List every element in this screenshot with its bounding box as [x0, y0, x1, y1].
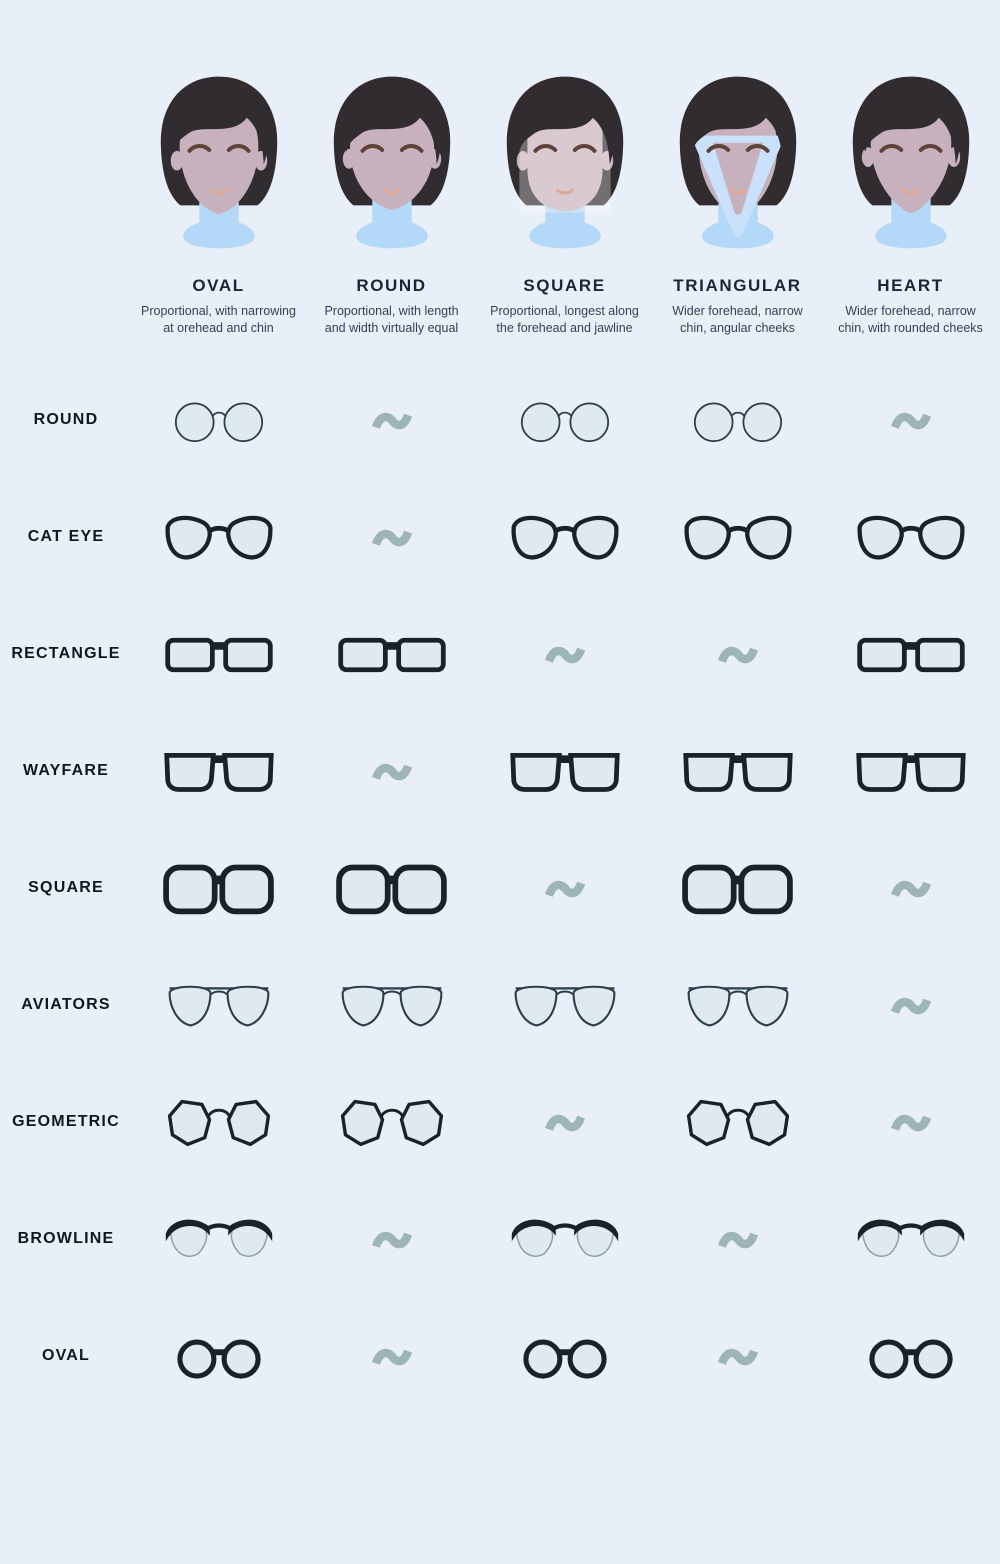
tilde-squiggle-icon: [715, 1341, 761, 1372]
tilde-squiggle-icon: [369, 1224, 415, 1255]
oval-glasses-icon: [514, 1326, 616, 1387]
aviators-glasses-icon: [508, 975, 622, 1036]
frame-style-label-rectangle: RECTANGLE: [11, 645, 121, 662]
matrix-cell-aviators-heart: [824, 947, 997, 1064]
matrix-cell-square-triangular: [651, 830, 824, 947]
face-shape-header-row: [132, 64, 997, 338]
tilde-squiggle-icon: [715, 639, 761, 670]
matrix-cell-geometric-oval: [132, 1064, 305, 1181]
triangular-face-icon: [662, 64, 814, 252]
matrix-cell-geometric-round: [305, 1064, 478, 1181]
tilde-squiggle-icon: [542, 1107, 588, 1138]
matrix-cell-round-oval: [132, 362, 305, 479]
tilde-squiggle-icon: [888, 873, 934, 904]
round-glasses-icon: [684, 390, 792, 451]
aviators-glasses-icon: [681, 975, 795, 1036]
round-glasses-icon: [511, 390, 619, 451]
face-shape-name: SQUARE: [523, 276, 606, 295]
matrix-cell-oval-triangular: [651, 1298, 824, 1415]
matrix-cell-square-heart: [824, 830, 997, 947]
square-face-icon: [489, 64, 641, 252]
cat-eye-glasses-icon: [162, 507, 276, 568]
rectangle-glasses-icon: [162, 624, 276, 685]
matrix-cell-browline-heart: [824, 1181, 997, 1298]
rectangle-glasses-icon: [335, 624, 449, 685]
frame-style-label-cateye: CAT EYE: [27, 528, 105, 545]
matrix-cell-browline-triangular: [651, 1181, 824, 1298]
matrix-cell-wayfare-heart: [824, 713, 997, 830]
face-shape-name: OVAL: [192, 276, 245, 295]
matrix-cell-oval-square: [478, 1298, 651, 1415]
heart-face-icon: [835, 64, 987, 252]
matrix-cell-wayfare-round: [305, 713, 478, 830]
face-shape-description: Proportional, with length and width virtually equal: [324, 304, 459, 336]
face-shape-description: Wider forehead, narrow chin, with rounded cheeks: [838, 304, 983, 336]
matrix-cell-aviators-square: [478, 947, 651, 1064]
matrix-cell-aviators-triangular: [651, 947, 824, 1064]
matrix-cell-oval-heart: [824, 1298, 997, 1415]
browline-glasses-icon: [162, 1209, 276, 1270]
matrix-cell-browline-round: [305, 1181, 478, 1298]
oval-glasses-icon: [168, 1326, 270, 1387]
face-shape-column-round: [305, 64, 478, 338]
matrix-cell-round-heart: [824, 362, 997, 479]
cat-eye-glasses-icon: [508, 507, 622, 568]
face-shape-column-heart: [824, 64, 997, 338]
face-shape-description: Wider forehead, narrow chin, angular cheeks: [672, 304, 803, 336]
face-shape-column-triangular: [651, 64, 824, 338]
face-shape-description: Proportional, longest along the forehead and jawline: [490, 304, 639, 336]
face-shape-name: ROUND: [356, 276, 427, 295]
tilde-squiggle-icon: [369, 756, 415, 787]
frame-style-label-browline: BROWLINE: [17, 1230, 115, 1247]
geometric-glasses-icon: [335, 1092, 449, 1153]
matrix-cell-round-square: [478, 362, 651, 479]
matrix-cell-rectangle-triangular: [651, 596, 824, 713]
matrix-cell-rectangle-round: [305, 596, 478, 713]
matrix-cell-browline-square: [478, 1181, 651, 1298]
tilde-squiggle-icon: [888, 405, 934, 436]
geometric-glasses-icon: [681, 1092, 795, 1153]
tilde-squiggle-icon: [888, 1107, 934, 1138]
cat-eye-glasses-icon: [854, 507, 968, 568]
matrix-cell-wayfare-square: [478, 713, 651, 830]
matrix-cell-cateye-triangular: [651, 479, 824, 596]
oval-face-icon: [143, 64, 295, 252]
matrix-cell-geometric-triangular: [651, 1064, 824, 1181]
tilde-squiggle-icon: [888, 990, 934, 1021]
tilde-squiggle-icon: [715, 1224, 761, 1255]
face-shape-name: TRIANGULAR: [673, 276, 802, 295]
matrix-cell-round-triangular: [651, 362, 824, 479]
aviators-glasses-icon: [335, 975, 449, 1036]
matrix-cell-oval-round: [305, 1298, 478, 1415]
face-shape-column-oval: [132, 64, 305, 338]
square-glasses-icon: [331, 858, 452, 919]
browline-glasses-icon: [508, 1209, 622, 1270]
matrix-cell-rectangle-square: [478, 596, 651, 713]
compatibility-grid: [0, 362, 1000, 1415]
face-shape-column-square: [478, 64, 651, 338]
tilde-squiggle-icon: [369, 405, 415, 436]
matrix-cell-browline-oval: [132, 1181, 305, 1298]
matrix-cell-geometric-square: [478, 1064, 651, 1181]
matrix-cell-square-square: [478, 830, 651, 947]
oval-glasses-icon: [860, 1326, 962, 1387]
wayfare-glasses-icon: [508, 741, 622, 802]
tilde-squiggle-icon: [542, 873, 588, 904]
square-glasses-icon: [158, 858, 279, 919]
matrix-cell-wayfare-triangular: [651, 713, 824, 830]
face-shape-glasses-guide: [0, 64, 1000, 1564]
frame-style-label-aviators: AVIATORS: [21, 996, 111, 1013]
face-shape-name: HEART: [877, 276, 944, 295]
matrix-cell-wayfare-oval: [132, 713, 305, 830]
matrix-cell-cateye-square: [478, 479, 651, 596]
matrix-cell-aviators-round: [305, 947, 478, 1064]
matrix-cell-square-oval: [132, 830, 305, 947]
rectangle-glasses-icon: [854, 624, 968, 685]
aviators-glasses-icon: [162, 975, 276, 1036]
frame-style-label-square: SQUARE: [28, 879, 104, 896]
wayfare-glasses-icon: [681, 741, 795, 802]
matrix-cell-geometric-heart: [824, 1064, 997, 1181]
matrix-cell-square-round: [305, 830, 478, 947]
matrix-cell-cateye-round: [305, 479, 478, 596]
matrix-cell-oval-oval: [132, 1298, 305, 1415]
frame-style-label-oval: OVAL: [41, 1347, 91, 1364]
geometric-glasses-icon: [162, 1092, 276, 1153]
wayfare-glasses-icon: [854, 741, 968, 802]
tilde-squiggle-icon: [542, 639, 588, 670]
wayfare-glasses-icon: [162, 741, 276, 802]
matrix-cell-rectangle-oval: [132, 596, 305, 713]
frame-style-label-wayfare: WAYFARE: [22, 762, 110, 779]
matrix-cell-round-round: [305, 362, 478, 479]
frame-style-label-geometric: GEOMETRIC: [12, 1113, 120, 1130]
tilde-squiggle-icon: [369, 1341, 415, 1372]
square-glasses-icon: [677, 858, 798, 919]
round-face-icon: [316, 64, 468, 252]
round-glasses-icon: [165, 390, 273, 451]
cat-eye-glasses-icon: [681, 507, 795, 568]
matrix-cell-cateye-oval: [132, 479, 305, 596]
matrix-cell-rectangle-heart: [824, 596, 997, 713]
matrix-cell-cateye-heart: [824, 479, 997, 596]
matrix-cell-aviators-oval: [132, 947, 305, 1064]
browline-glasses-icon: [854, 1209, 968, 1270]
face-shape-description: Proportional, with narrowing at orehead and chin: [141, 304, 296, 336]
tilde-squiggle-icon: [369, 522, 415, 553]
frame-style-label-round: ROUND: [33, 411, 99, 428]
